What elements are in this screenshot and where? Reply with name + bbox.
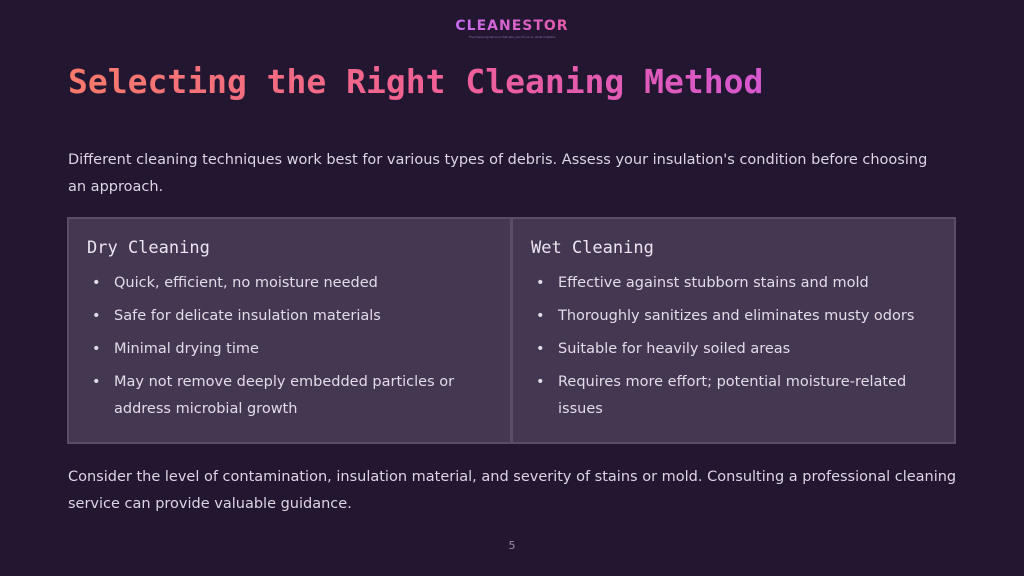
intro-paragraph: Different cleaning techniques work best for various types of debris. Assess your insulation's condition before choosing an approach. xyxy=(68,152,928,195)
bullet-list xyxy=(87,270,492,423)
column-heading: Dry Cleaning xyxy=(87,238,210,258)
comparison-table xyxy=(67,217,956,444)
list-item: • Safe for delicate insulation materials xyxy=(87,303,492,330)
brand-logo xyxy=(0,15,1024,39)
closing-paragraph: Consider the level of contamination, insulation material, and severity of stains or mold. Consulting a professional cleaning service can provide valuable guidance. xyxy=(68,469,957,512)
wet-cleaning-column xyxy=(510,219,954,442)
logo-wordmark: CLEANESTOR xyxy=(455,18,569,34)
list-item: • Effective against stubborn stains and mold xyxy=(531,270,936,297)
list-item: • May not remove deeply embedded particles or address microbial growth xyxy=(87,369,492,423)
slide-title: Selecting the Right Cleaning Method xyxy=(68,62,764,101)
list-item: • Minimal drying time xyxy=(87,336,492,363)
page-number: 5 xyxy=(508,539,516,552)
list-item: • Thoroughly sanitizes and eliminates musty odors xyxy=(531,303,936,330)
list-item: • Requires more effort; potential moisture-related issues xyxy=(531,369,936,423)
list-item: • Suitable for heavily soiled areas xyxy=(531,336,936,363)
column-heading: Wet Cleaning xyxy=(531,238,654,258)
list-item: • Quick, efficient, no moisture needed xyxy=(87,270,492,297)
dry-cleaning-column xyxy=(69,219,510,442)
logo-tagline: The Cleaning Service that lets you focus on what matters xyxy=(468,35,556,39)
bullet-list xyxy=(531,270,936,423)
